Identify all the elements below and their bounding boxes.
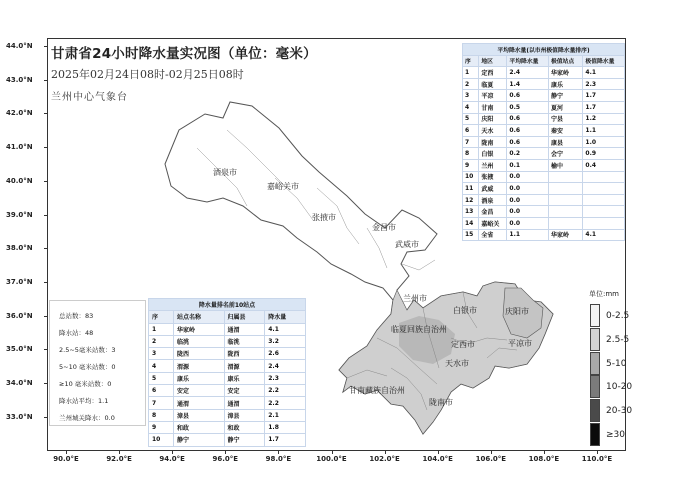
stat-average: 降水站平均：1.1 (59, 397, 109, 405)
lon-label: 96.0°E (212, 455, 239, 463)
table-cell: 会宁 (548, 148, 582, 160)
lat-label: 35.0°N (6, 345, 33, 354)
table-header: 极值站点 (548, 55, 582, 67)
label-longnan: 陇南市 (429, 398, 453, 407)
table-row (463, 194, 625, 206)
table-cell (548, 206, 582, 218)
table-cell: 1 (463, 67, 479, 79)
legend-unit: 单位:mm (589, 290, 619, 298)
legend-swatch (590, 304, 600, 327)
table-cell: 夏河 (548, 101, 582, 113)
table-cell: 安定 (174, 385, 225, 397)
lon-label: 92.0°E (106, 455, 132, 463)
table-cell: 兰州 (479, 159, 507, 171)
legend-swatch (590, 399, 600, 422)
lon-label: 106.0°E (475, 455, 507, 463)
table-cell: 定西 (479, 67, 507, 79)
table-cell (548, 194, 582, 206)
table-cell: 0.0 (507, 194, 549, 206)
table-cell: 天水 (479, 125, 507, 137)
table-cell: 宁县 (548, 113, 582, 125)
table-cell (583, 194, 625, 206)
table-cell: 1.1 (507, 229, 549, 241)
table-cell: 华家岭 (174, 323, 225, 335)
label-jiayuguan: 嘉峪关市 (267, 182, 299, 191)
table-cell: 康乐 (174, 372, 225, 384)
label-jinchang: 金昌市 (372, 223, 396, 232)
table-cell: 张掖 (479, 171, 507, 183)
label-baiyin: 白银市 (453, 306, 477, 315)
legend-label: 20-30 (606, 406, 633, 417)
table-row (463, 67, 625, 79)
label-gannan: 甘南藏族自治州 (349, 386, 405, 395)
table-cell: 金昌 (479, 206, 507, 218)
stat-total-stations: 总站数：83 (59, 312, 94, 320)
table-cell: 8 (463, 148, 479, 160)
lon-label: 100.0°E (316, 455, 347, 463)
legend-label: ≥30 (606, 430, 625, 440)
table-row (149, 397, 306, 409)
lon-label: 104.0°E (422, 455, 453, 463)
table-row (149, 372, 306, 384)
table-cell: 1.4 (507, 78, 549, 90)
table-header: 序 (463, 55, 479, 67)
table-header: 地区 (479, 55, 507, 67)
avg-table-caption: 平均降水量(以市州极值降水量排序) (463, 44, 625, 56)
table-cell: 渭源 (174, 360, 225, 372)
legend-swatch (590, 352, 600, 375)
table-cell: 平凉 (479, 90, 507, 102)
table-cell: 4 (149, 360, 174, 372)
table-cell: 秦安 (548, 125, 582, 137)
table-cell: 5 (149, 372, 174, 384)
top-table-caption: 降水量排名前10站点 (149, 299, 306, 311)
table-cell: 0.6 (507, 125, 549, 137)
table-cell: 0.0 (507, 171, 549, 183)
table-cell: 10 (463, 171, 479, 183)
station-stats-box (49, 300, 146, 426)
stat-over-10: ≥10 毫米站数：0 (59, 380, 112, 388)
table-cell: 0.0 (507, 183, 549, 195)
table-row (463, 171, 625, 183)
label-qingyang: 庆阳市 (505, 307, 529, 316)
legend-label: 2.5-5 (606, 334, 630, 345)
table-row (149, 335, 306, 347)
lat-label: 42.0°N (6, 109, 33, 118)
table-cell: 0.1 (507, 159, 549, 171)
table-cell: 4 (463, 101, 479, 113)
table-row (149, 434, 306, 446)
table-cell: 8 (149, 409, 174, 421)
legend-swatch (590, 375, 600, 398)
table-row (149, 360, 306, 372)
table-cell: 0.0 (507, 206, 549, 218)
label-zhangye: 张掖市 (312, 213, 336, 222)
table-row (463, 159, 625, 171)
table-cell: 2.6 (265, 348, 306, 360)
table-row (463, 148, 625, 160)
map-title: 甘肃省24小时降水量实况图（单位：毫米） (51, 46, 317, 62)
table-cell: 华家岭 (548, 229, 582, 241)
issuing-agency: 兰州中心气象台 (51, 92, 128, 103)
table-cell: 静宁 (548, 90, 582, 102)
lat-label: 34.0°N (6, 379, 33, 387)
table-cell: 3 (463, 90, 479, 102)
table-cell: 华家岭 (548, 67, 582, 79)
table-cell: 和政 (224, 421, 265, 433)
table-cell: 1.2 (583, 113, 625, 125)
lat-label: 39.0°N (6, 210, 33, 219)
table-cell: 静宁 (224, 434, 265, 446)
lat-label: 36.0°N (6, 311, 33, 320)
table-cell: 1.7 (583, 101, 625, 113)
table-cell: 2 (463, 78, 479, 90)
legend-swatch (590, 328, 600, 351)
table-cell: 漳县 (224, 409, 265, 421)
table-cell: 酒泉 (479, 194, 507, 206)
table-cell: 和政 (174, 421, 225, 433)
table-cell: 嘉峪关 (479, 217, 507, 229)
table-cell: 静宁 (174, 434, 225, 446)
table-row (463, 101, 625, 113)
table-cell: 4.1 (583, 229, 625, 241)
legend-swatch (590, 423, 600, 446)
table-row (463, 229, 625, 241)
lat-label: 40.0°N (6, 176, 33, 185)
table-cell: 1.1 (583, 125, 625, 137)
table-cell (548, 183, 582, 195)
table-cell: 榆中 (548, 159, 582, 171)
stat-rain-stations: 降水站：48 (59, 329, 94, 337)
lon-label: 98.0°E (265, 455, 292, 463)
lat-label: 38.0°N (6, 244, 33, 253)
table-header: 极值降水量 (583, 55, 625, 67)
table-row (463, 217, 625, 229)
table-row (463, 136, 625, 148)
table-header: 归属县 (224, 311, 265, 323)
table-cell: 陇西 (174, 348, 225, 360)
table-cell: 7 (149, 397, 174, 409)
table-cell: 2.3 (265, 372, 306, 384)
table-cell: 康乐 (224, 372, 265, 384)
label-lanzhou: 兰州市 (403, 294, 427, 303)
label-jiuquan: 酒泉市 (213, 168, 237, 177)
table-cell: 陇西 (224, 348, 265, 360)
table-row (463, 183, 625, 195)
table-cell: 6 (149, 385, 174, 397)
table-cell: 白银 (479, 148, 507, 160)
table-cell: 漳县 (174, 409, 225, 421)
table-cell: 康县 (548, 136, 582, 148)
table-row (149, 421, 306, 433)
stat-2-5-to-5: 2.5~5毫米站数：3 (59, 346, 116, 354)
label-linxia: 临夏回族自治州 (391, 325, 447, 334)
table-cell: 2.2 (265, 397, 306, 409)
table-row (149, 348, 306, 360)
top10-stations-table (148, 298, 306, 447)
table-cell: 2.4 (507, 67, 549, 79)
table-cell: 11 (463, 183, 479, 195)
table-cell: 3.2 (265, 335, 306, 347)
stat-lanzhou-chengguan: 兰州城关降水：0.0 (59, 414, 115, 422)
table-row (149, 409, 306, 421)
table-cell: 4.1 (583, 67, 625, 79)
table-cell: 2.4 (265, 360, 306, 372)
table-cell: 9 (149, 421, 174, 433)
label-wuwei: 武威市 (395, 240, 419, 249)
table-cell: 0.9 (583, 148, 625, 160)
legend-label: 5-10 (606, 358, 627, 369)
table-cell: 全省 (479, 229, 507, 241)
table-cell: 陇南 (479, 136, 507, 148)
table-cell: 1 (149, 323, 174, 335)
table-cell: 7 (463, 136, 479, 148)
table-cell (583, 217, 625, 229)
lon-label: 108.0°E (528, 455, 560, 463)
table-cell: 1.8 (265, 421, 306, 433)
table-cell: 12 (463, 194, 479, 206)
table-cell: 安定 (224, 385, 265, 397)
legend-label: 0-2.5 (606, 311, 630, 321)
lat-label: 44.0°N (6, 42, 33, 50)
table-cell: 6 (463, 125, 479, 137)
table-cell: 0.0 (507, 217, 549, 229)
table-header: 序 (149, 311, 174, 323)
table-cell: 临夏 (479, 78, 507, 90)
table-row (463, 78, 625, 90)
lon-label: 90.0°E (53, 455, 79, 463)
label-dingxi: 定西市 (451, 340, 475, 349)
table-cell: 1.0 (583, 136, 625, 148)
table-cell: 通渭 (224, 323, 265, 335)
table-cell: 5 (463, 113, 479, 125)
table-cell: 14 (463, 217, 479, 229)
stat-5-to-10: 5~10 毫米站数：0 (59, 363, 116, 371)
table-row (463, 125, 625, 137)
table-cell: 1.7 (583, 90, 625, 102)
table-cell (583, 171, 625, 183)
table-cell (583, 183, 625, 195)
table-cell (583, 206, 625, 218)
table-row (149, 385, 306, 397)
table-cell: 临洮 (174, 335, 225, 347)
table-cell: 康乐 (548, 78, 582, 90)
table-cell: 10 (149, 434, 174, 446)
table-row (149, 323, 306, 335)
table-cell: 0.6 (507, 113, 549, 125)
label-pingliang: 平凉市 (508, 339, 532, 348)
table-cell: 临洮 (224, 335, 265, 347)
table-cell: 13 (463, 206, 479, 218)
table-header: 平均降水量 (507, 55, 549, 67)
table-cell: 4.1 (265, 323, 306, 335)
table-header: 降水量 (265, 311, 306, 323)
table-cell: 2.2 (265, 385, 306, 397)
table-cell: 0.4 (583, 159, 625, 171)
table-cell: 0.2 (507, 148, 549, 160)
legend-label: 10-20 (606, 382, 633, 393)
table-cell: 渭源 (224, 360, 265, 372)
label-tianshui: 天水市 (445, 359, 469, 368)
table-cell: 通渭 (224, 397, 265, 409)
table-cell: 0.6 (507, 136, 549, 148)
table-cell: 3 (149, 348, 174, 360)
table-cell: 15 (463, 229, 479, 241)
table-row (463, 206, 625, 218)
table-cell (548, 171, 582, 183)
table-row (463, 113, 625, 125)
table-cell (548, 217, 582, 229)
lat-label: 33.0°N (6, 412, 33, 421)
lon-label: 110.0°E (581, 455, 613, 463)
average-precipitation-table (462, 43, 625, 241)
lon-label: 102.0°E (369, 455, 400, 463)
lat-label: 37.0°N (6, 277, 33, 286)
table-cell: 0.5 (507, 101, 549, 113)
table-cell: 武威 (479, 183, 507, 195)
table-cell: 2.3 (583, 78, 625, 90)
lat-label: 41.0°N (6, 143, 33, 152)
table-row (463, 90, 625, 102)
table-cell: 9 (463, 159, 479, 171)
table-header: 站点名称 (174, 311, 225, 323)
table-cell: 0.6 (507, 90, 549, 102)
lon-label: 94.0°E (159, 455, 185, 463)
table-cell: 1.7 (265, 434, 306, 446)
table-cell: 2 (149, 335, 174, 347)
table-cell: 庆阳 (479, 113, 507, 125)
table-cell: 2.1 (265, 409, 306, 421)
lat-label: 43.0°N (6, 75, 33, 84)
table-cell: 通渭 (174, 397, 225, 409)
map-subtitle: 2025年02月24日08时-02月25日08时 (51, 68, 244, 81)
table-cell: 甘南 (479, 101, 507, 113)
